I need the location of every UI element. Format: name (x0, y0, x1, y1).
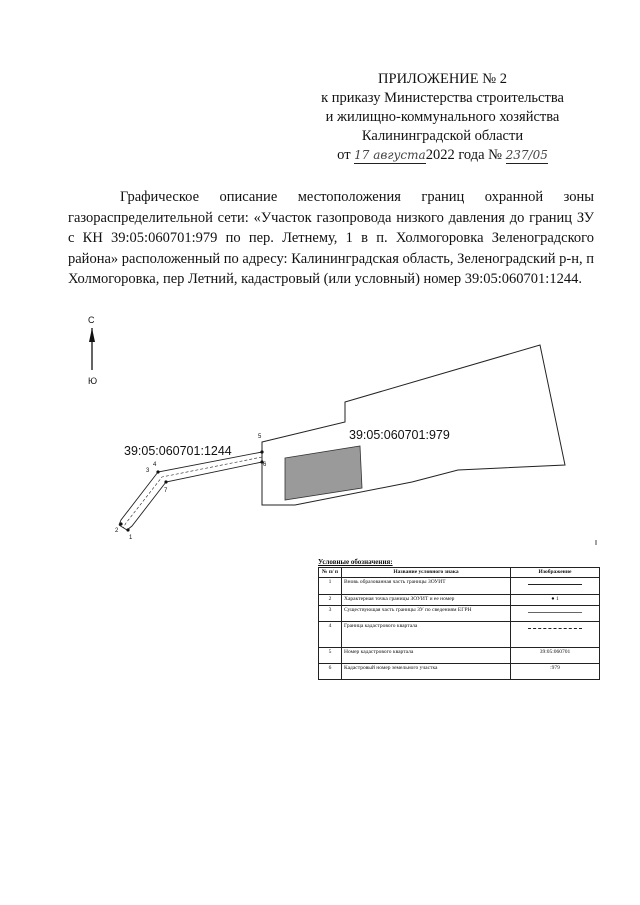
legend-row-number: 6 (319, 664, 342, 680)
legend-sample-quarter-number: 39:05:060701 (511, 648, 600, 664)
point-label: 3 (146, 468, 150, 474)
legend-row-name: Граница кадастрового квартала (342, 622, 511, 648)
south-label: Ю (88, 376, 98, 386)
parcel-label-979: 39:05:060701:979 (349, 428, 450, 442)
point-label: 7 (164, 488, 168, 494)
legend-sample-new-zone-line (511, 578, 600, 595)
legend-row-name: Номер кадастрового квартала (342, 648, 511, 664)
legend-row-name: Вновь образованная часть границы ЗОУИТ (342, 578, 511, 595)
boundary-point (119, 522, 122, 525)
point-label: 6 (263, 462, 267, 468)
appendix-header (300, 70, 585, 165)
order-date-line (300, 146, 585, 165)
parcel-label-1244: 39:05:060701:1244 (124, 444, 232, 458)
point-label: 1 (129, 535, 133, 541)
legend-row (319, 664, 600, 680)
legend-row (319, 606, 600, 622)
legend-sample-quarter-line (511, 622, 600, 648)
legend-row-name: Характерная точка границы ЗОУИТ и ее номер (342, 595, 511, 606)
legend-header-row (319, 568, 600, 578)
legend (318, 558, 600, 680)
appendix-title: ПРИЛОЖЕНИЕ № 2 (378, 71, 507, 87)
point-label: 2 (115, 528, 119, 534)
legend-col-sample: Изображение (511, 568, 600, 578)
order-line-3: и жилищно-коммунального хозяйства (325, 109, 560, 125)
boundary-points (119, 450, 263, 531)
date-prefix: от (337, 147, 351, 163)
legend-sample-point: ● 1 (511, 595, 600, 606)
order-line-4: Калининградской области (361, 128, 524, 144)
legend-row (319, 622, 600, 648)
description-paragraph (68, 187, 594, 290)
legend-row-number: 2 (319, 595, 342, 606)
legend-row-number: 1 (319, 578, 342, 595)
legend-row-name: Существующая часть границы ЗУ по сведениям ЕГРН (342, 606, 511, 622)
point-label: 4 (153, 462, 157, 468)
legend-row-number: 5 (319, 648, 342, 664)
handwritten-order-number: 237/05 (505, 148, 548, 162)
boundary-point (260, 450, 263, 453)
handwritten-date: 17 августа (354, 148, 426, 162)
boundary-point (156, 470, 159, 473)
legend-col-number: № п/ п (319, 568, 342, 578)
boundary-point (164, 480, 167, 483)
date-year: 2022 года № (425, 147, 503, 163)
north-label: С (88, 315, 95, 325)
legend-row-number: 4 (319, 622, 342, 648)
north-arrow (88, 315, 97, 386)
legend-row-name: Кадастровый номер земельного участка (342, 664, 511, 680)
description-text: Графическое описание местоположения границ охранной зоны газораспределительной сети: «Участок газопровода низкого давления до границ ЗУ с КН 39:05:060701:979 по пер. Летнему, 1 в п. Холмогоровка Зеленоградского района» расположенный по адресу: Калининградская область, Зеленоградский р-н, п Холмогоровка, пер Летний, кадастровый (или условный) номер 39:05:060701:1244. (68, 189, 594, 287)
legend-sample-existing-line (511, 606, 600, 622)
point-label: 5 (258, 434, 262, 440)
legend-col-name: Название условного знака (342, 568, 511, 578)
legend-sample-parcel-number: :979 (511, 664, 600, 680)
legend-row (319, 578, 600, 595)
legend-row (319, 648, 600, 664)
legend-table (318, 567, 600, 680)
legend-title: Условные обозначения: (318, 558, 393, 566)
boundary-point (126, 528, 129, 531)
legend-row (319, 595, 600, 606)
building-shape (285, 446, 362, 500)
site-plan (0, 300, 640, 545)
order-line-2: к приказу Министерства строительства (321, 90, 564, 106)
legend-row-number: 3 (319, 606, 342, 622)
